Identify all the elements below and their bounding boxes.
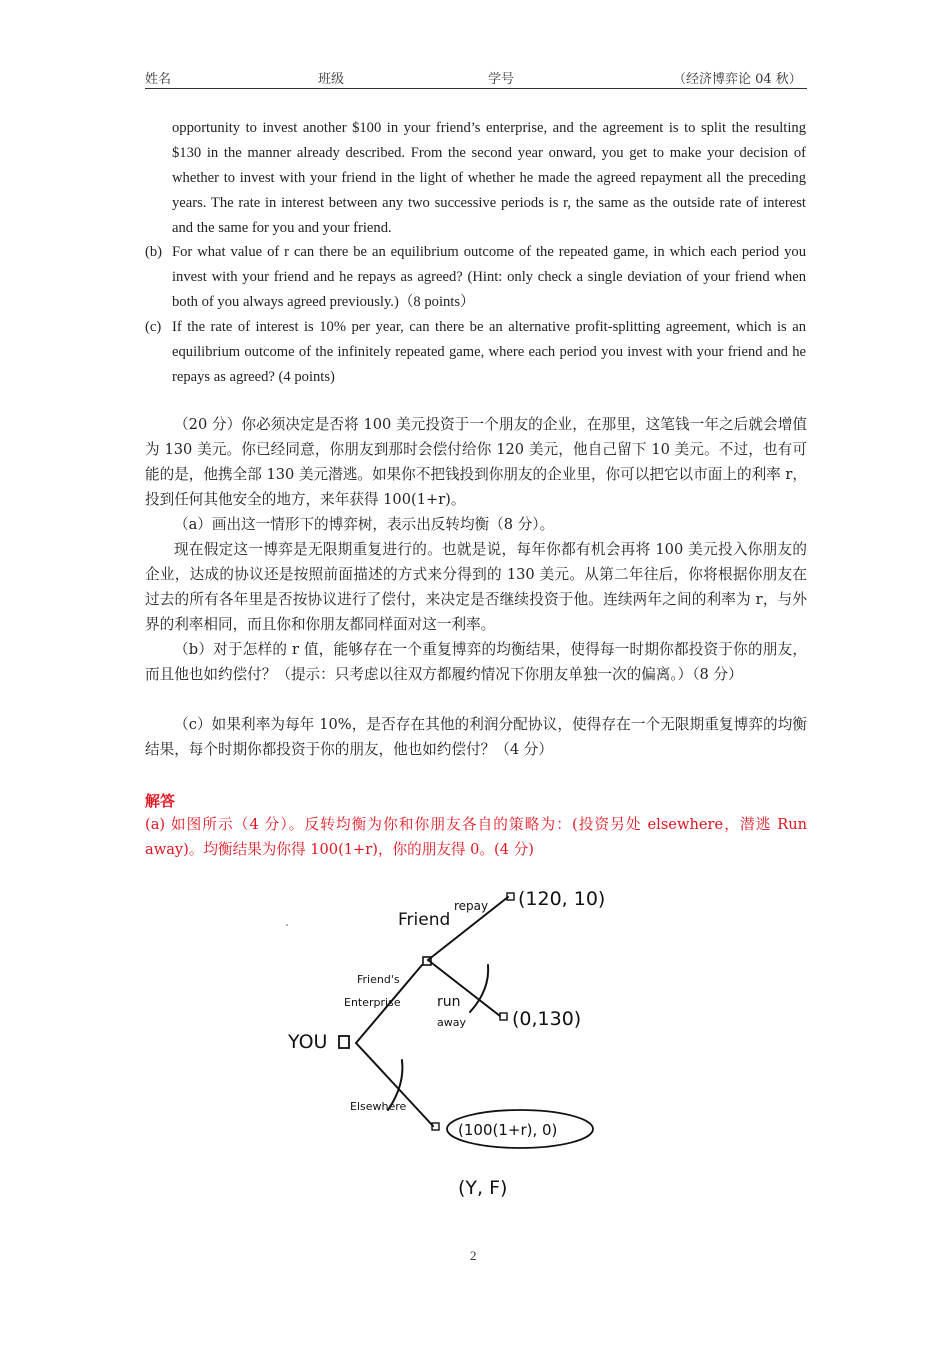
payoff-legend: (Y, F) xyxy=(458,1177,508,1199)
chinese-paragraph-5: （c）如果利率为每年 10%，是否存在其他的利润分配协议，使得存在一个无限期重复博弈的均衡结果，每个时期你都投资于你的朋友，他也如约偿付？（4 分） xyxy=(145,716,807,758)
answer-text: (a) 如图所示（4 分）。反转均衡为你和你朋友各自的策略为：(投资另处 elsewhere，潜逃 Run away)。均衡结果为你得 100(1+r)，你的朋友得 0。(4 分) xyxy=(145,816,807,858)
page-number: 2 xyxy=(470,1248,477,1263)
student-id-label: 学号 xyxy=(488,72,515,87)
player-you-label: YOU xyxy=(288,1031,328,1053)
payoff-elsewhere: (100(1+r), 0) xyxy=(458,1121,558,1139)
name-label: 姓名 xyxy=(145,72,172,87)
terminal-run xyxy=(500,1013,507,1020)
node-you xyxy=(339,1036,349,1048)
chinese-paragraph-3: 现在假定这一博弈是无限期重复进行的。也就是说，每年你都有机会再将 100 美元投入你朋友的企业，达成的协议还是按照前面描述的方式来分得到的 130 美元。从第二年往后，你将根据你朋友在过去的所有各年里是否按协议进行了偿付，来决定是否继续投资于他。连续两年之间的利率为 r，与外界的利率相同，而且你和你朋友都同样面对这一利率。 xyxy=(145,541,807,633)
class-label: 班级 xyxy=(318,72,345,87)
payoff-run: (0,130) xyxy=(512,1008,582,1030)
question-b-label: (b) xyxy=(145,244,163,260)
branch-label-elsewhere: Elsewhere xyxy=(350,1100,407,1113)
course-label: （经济博弈论 04 秋） xyxy=(673,72,802,87)
branch-elsewhere xyxy=(356,1043,433,1126)
intro-paragraph: opportunity to invest another $100 in your friend’s enterprise, and the agreement is to split the resulting $130 in the manner already described. From the second year onward, you get to make your decision of whether to invest with your friend in the light of whether he made the agreed repayment all the preceding years. The rate in interest between any two successive periods is r, the same as the outside rate of interest and the same for you and your friend. xyxy=(172,120,806,236)
player-friend-label: Friend xyxy=(398,910,451,930)
branch-label-run: run xyxy=(437,994,461,1010)
answer-title: 解答 xyxy=(145,792,176,810)
chinese-paragraph-4: （b）对于怎样的 r 值，能够存在一个重复博弈的均衡结果，使得每一时期你都投资于你的朋友，而且他也如约偿付？（提示：只考虑以往双方都履约情况下你朋友单独一次的偏离。）（8 分） xyxy=(145,641,807,683)
payoff-repay: (120, 10) xyxy=(518,888,606,910)
branch-label-friends: Friend's xyxy=(357,973,400,986)
chinese-paragraph-1: （20 分）你必须决定是否将 100 美元投资于一个朋友的企业，在那里，这笔钱一年之后就会增值为 130 美元。你已经同意，你朋友到那时会偿付给你 120 美元，他自己留下 10 美元。不过，也有可能的是，他携全部 130 美元潜逃。如果你不把钱投到你朋友的企业里，你可以把它以市面上的利率 r，投到任何其他安全的地方，来年获得 100(1+r)。 xyxy=(145,416,807,508)
branch-label-away: away xyxy=(437,1016,466,1029)
question-c-text: If the rate of interest is 10% per year, can there be an alternative profit-splitting agreement, which is an equilibrium outcome of the infinitely repeated game, where each period you invest with your friend and he repays as agreed? (4 points) xyxy=(172,319,806,385)
question-c-label: (c) xyxy=(145,319,162,335)
branch-label-enterprise: Enterprise xyxy=(344,996,401,1009)
question-b-text: For what value of r can there be an equilibrium outcome of the repeated game, in which each period you invest with your friend and he repays as agreed? (Hint: only check a single deviation of your friend when both of you always agreed previously.)（8 points） xyxy=(172,244,806,310)
stray-dot xyxy=(286,924,288,926)
chinese-paragraph-2: （a）画出这一情形下的博弈树，表示出反转均衡（8 分）。 xyxy=(174,516,555,533)
branch-label-repay: repay xyxy=(454,899,489,913)
